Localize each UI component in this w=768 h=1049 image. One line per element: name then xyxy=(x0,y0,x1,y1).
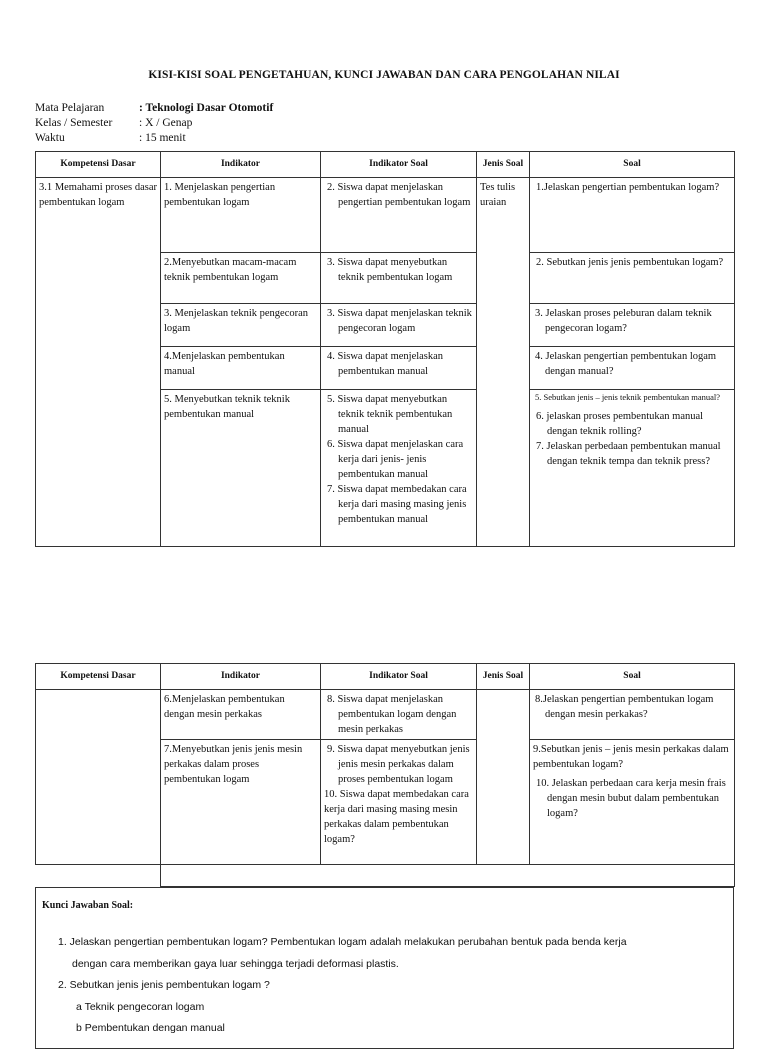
header-indikator: Indikator xyxy=(161,664,321,690)
indikator-soal-item: 4. Siswa dapat menjelaskan pembentukan manual xyxy=(327,351,444,377)
indikator-soal-item: 6. Siswa dapat menjelaskan cara kerja dari jenis- jenis pembentukan manual xyxy=(327,439,464,480)
header-indikator: Indikator xyxy=(161,152,321,178)
meta-value: : 15 menit xyxy=(139,132,186,144)
header-kd: Kompetensi Dasar xyxy=(36,152,161,178)
indikator-cell: 1. Menjelaskan pengertian pembentukan logam xyxy=(161,178,321,253)
meta-row-kelas xyxy=(35,116,273,131)
kunci-line: a Teknik pengecoran logam xyxy=(76,1001,205,1013)
table-row xyxy=(36,690,735,740)
indikator-soal-item: 3. Siswa dapat menjelaskan teknik pengecoran logam xyxy=(327,308,472,334)
jenis-soal-cell xyxy=(477,690,530,865)
kunci-line: dengan cara memberikan gaya luar sehingga terjadi deformasi plastis. xyxy=(72,958,399,970)
soal-cell xyxy=(530,740,735,865)
kunci-line: 1. Jelaskan pengertian pembentukan logam? Pembentukan logam adalah melakukan perubahan bentuk pada benda kerja xyxy=(58,936,627,948)
header-soal: Soal xyxy=(530,664,735,690)
indikator-soal-cell xyxy=(321,740,477,865)
indikator-soal-cell xyxy=(321,390,477,547)
empty-cell xyxy=(161,865,735,887)
header-soal: Soal xyxy=(530,152,735,178)
soal-cell xyxy=(530,253,735,304)
indikator-soal-item: 10. Siswa dapat membedakan cara kerja dari masing masing mesin perkakas dalam pembentukan logam? xyxy=(324,789,469,845)
indikator-soal-item: 2. Siswa dapat menjelaskan pengertian pembentukan logam xyxy=(327,182,471,208)
meta-value-subject: : Teknologi Dasar Otomotif xyxy=(139,102,274,114)
kunci-jawaban-box xyxy=(35,887,734,1049)
indikator-soal-item: 7. Siswa dapat membedakan cara kerja dari masing masing jenis pembentukan manual xyxy=(327,484,467,525)
soal-item: 7. Jelaskan perbedaan pembentukan manual dengan teknik tempa dan teknik press? xyxy=(536,441,721,467)
indikator-cell: 3. Menjelaskan teknik pengecoran logam xyxy=(161,304,321,347)
table-row-empty xyxy=(36,865,735,887)
soal-item: 10. Jelaskan perbedaan cara kerja mesin frais dengan mesin bubut dalam pembentukan logam? xyxy=(536,778,726,819)
header-jenis-soal: Jenis Soal xyxy=(477,152,530,178)
soal-cell xyxy=(530,178,735,253)
indikator-soal-item: 3. Siswa dapat menyebutkan teknik pembentukan logam xyxy=(327,257,453,283)
soal-item: 4. Jelaskan pengertian pembentukan logam dengan manual? xyxy=(535,351,717,377)
soal-item: 2. Sebutkan jenis jenis pembentukan logam? xyxy=(536,257,724,268)
indikator-soal-cell xyxy=(321,178,477,253)
kunci-line: b Pembentukan dengan manual xyxy=(76,1022,225,1034)
indikator-soal-item: 9. Siswa dapat menyebutkan jenis jenis mesin perkakas dalam proses pembentukan logam xyxy=(327,744,470,785)
header-indikator-soal: Indikator Soal xyxy=(321,152,477,178)
document-meta xyxy=(35,101,273,146)
soal-cell xyxy=(530,690,735,740)
soal-cell xyxy=(530,390,735,547)
soal-item: 9.Sebutkan jenis – jenis mesin perkakas dalam pembentukan logam? xyxy=(533,744,729,770)
soal-item: 3. Jelaskan proses peleburan dalam teknik pengecoran logam? xyxy=(535,308,712,334)
indikator-cell: 7.Menyebutkan jenis jenis mesin perkakas dalam proses pembentukan logam xyxy=(161,740,321,865)
meta-key: Waktu xyxy=(35,132,65,144)
kunci-title: Kunci Jawaban Soal: xyxy=(42,900,134,911)
meta-row-waktu xyxy=(35,131,273,146)
indikator-soal-cell xyxy=(321,253,477,304)
jenis-soal-cell: Tes tulis uraian xyxy=(477,178,530,547)
indikator-cell: 6.Menjelaskan pembentukan dengan mesin perkakas xyxy=(161,690,321,740)
kunci-line: 2. Sebutkan jenis jenis pembentukan logam ? xyxy=(58,979,270,991)
indikator-soal-cell xyxy=(321,304,477,347)
indikator-cell: 5. Menyebutkan teknik teknik pembentukan manual xyxy=(161,390,321,547)
indikator-soal-cell xyxy=(321,347,477,390)
table-row xyxy=(36,178,735,253)
header-indikator-soal: Indikator Soal xyxy=(321,664,477,690)
soal-item: 8.Jelaskan pengertian pembentukan logam dengan mesin perkakas? xyxy=(535,694,714,720)
indikator-soal-item: 8. Siswa dapat menjelaskan pembentukan logam dengan mesin perkakas xyxy=(327,694,457,735)
soal-cell xyxy=(530,304,735,347)
table-header-row xyxy=(36,664,735,690)
soal-cell xyxy=(530,347,735,390)
meta-value: : X / Genap xyxy=(139,117,193,129)
indikator-soal-item: 5. Siswa dapat menyebutkan teknik teknik pembentukan manual xyxy=(327,394,453,435)
soal-item: 5. Sebutkan jenis – jenis teknik pembentukan manual? xyxy=(535,392,721,402)
header-kd: Kompetensi Dasar xyxy=(36,664,161,690)
soal-item: 1.Jelaskan pengertian pembentukan logam? xyxy=(536,182,720,193)
meta-value xyxy=(139,101,273,116)
indikator-soal-cell xyxy=(321,690,477,740)
empty-cell xyxy=(36,865,161,887)
kisi-table-1 xyxy=(35,151,735,547)
table-header-row xyxy=(36,152,735,178)
header-jenis-soal: Jenis Soal xyxy=(477,664,530,690)
meta-key: Mata Pelajaran xyxy=(35,102,105,114)
kd-cell: 3.1 Memahami proses dasar pembentukan logam xyxy=(36,178,161,547)
kd-cell xyxy=(36,690,161,865)
soal-item: 6. jelaskan proses pembentukan manual dengan teknik rolling? xyxy=(536,411,704,437)
indikator-cell: 4.Menjelaskan pembentukan manual xyxy=(161,347,321,390)
meta-row-mapel xyxy=(35,101,273,116)
page-title: KISI-KISI SOAL PENGETAHUAN, KUNCI JAWABAN DAN CARA PENGOLAHAN NILAI xyxy=(148,69,620,81)
indikator-cell: 2.Menyebutkan macam-macam teknik pembentukan logam xyxy=(161,253,321,304)
meta-key: Kelas / Semester xyxy=(35,117,113,129)
kisi-table-2 xyxy=(35,663,735,887)
